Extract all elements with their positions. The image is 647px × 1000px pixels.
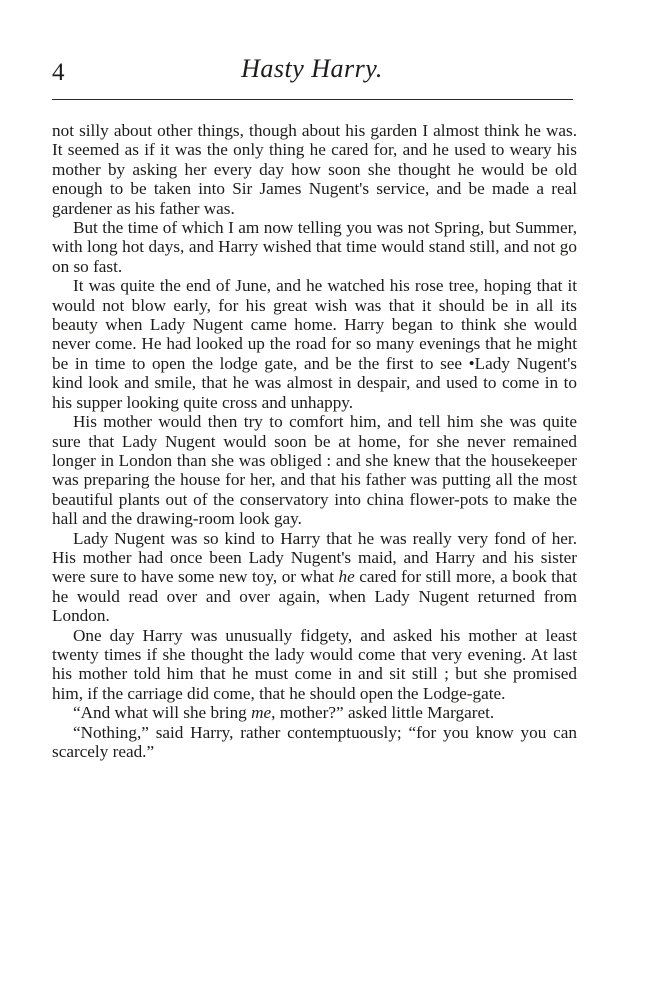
- paragraph: [52, 529, 577, 626]
- paragraph-text: “Nothing,” said Harry, rather contemptuously; “for you know you can scarcely read.”: [52, 722, 577, 761]
- running-head: [52, 50, 572, 92]
- paragraph-text: , mother?” asked little Margaret.: [271, 703, 495, 723]
- header-rule: [52, 99, 573, 100]
- paragraph: [52, 723, 577, 762]
- paragraph: [52, 703, 577, 722]
- paragraph-text: It was quite the end of June, and he watched his rose tree, hoping that it would not blow early, for his great wish was that it should be in all its beauty when Lady Nugent came home. Harry began to think she would never come. He had looked up the road for so many evenings that he might be in time to open the lodge gate, and be the first to see •Lady Nugent's kind look and smile, that he was almost in despair, and used to come in to his supper looking quite cross and unhappy.: [52, 276, 577, 412]
- paragraph: [52, 412, 577, 528]
- paragraph-text: not silly about other things, though about his garden I almost think he was. It seemed as if it was the only thing he cared for, and he used to weary his mother by asking her every day how soon she thought he would be old enough to be taken into Sir James Nugent's service, and be made a real gardener as his father was.: [52, 121, 577, 218]
- paragraph-text: But the time of which I am now telling you was not Spring, but Summer, with long hot days, and Harry wished that time would stand still, and not go on so fast.: [52, 218, 577, 276]
- paragraph-text: Lady Nugent was so kind to Harry that he was really very fond of her. His mother had once been Lady Nugent's maid, and Harry and his sister were sure to have some new toy, or what: [52, 528, 577, 587]
- italic-emphasis: me: [251, 703, 272, 723]
- paragraph: [52, 121, 577, 218]
- running-title: Hasty Harry.: [241, 54, 383, 83]
- page-number: 4: [52, 59, 65, 86]
- paragraph: [52, 276, 577, 412]
- paragraph: [52, 626, 577, 704]
- paragraph-text: “And what will she bring: [73, 703, 252, 723]
- body-text: [52, 121, 577, 761]
- italic-emphasis: he: [338, 567, 355, 587]
- paragraph: [52, 218, 577, 276]
- paragraph-text: cared for still more, a book that he would read over and over again, when Lady Nugent returned from London.: [52, 567, 577, 626]
- paragraph-text: One day Harry was unusually fidgety, and asked his mother at least twenty times if she thought the lady would come that very evening. At last his mother told him that he must come in and sit still ; but she promised him, if the carriage did come, that he should open the Lodge-gate.: [52, 625, 577, 703]
- paragraph-text: His mother would then try to comfort him, and tell him she was quite sure that Lady Nugent would soon be at home, for she never remained longer in London than she was obliged : and she knew that the housekeeper was preparing the house for her, and that his father was putting all the most beautiful plants out of the conservatory into china flower-pots to make the hall and the drawing-room look gay.: [52, 412, 577, 529]
